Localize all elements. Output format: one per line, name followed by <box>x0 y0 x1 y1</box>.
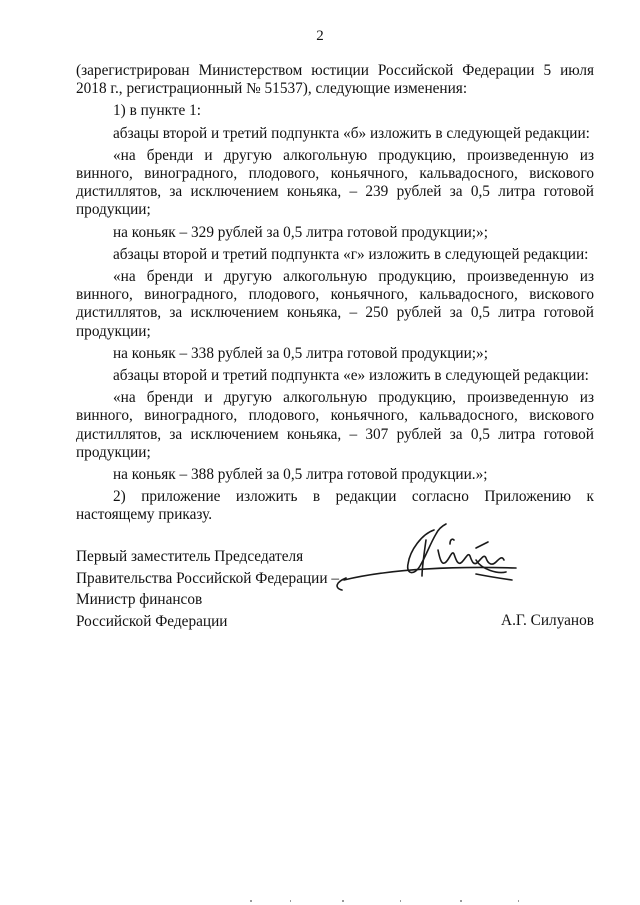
handwritten-signature <box>326 520 526 600</box>
paragraph: абзацы второй и третий подпункта «г» изложить в следующей редакции: <box>113 245 589 263</box>
signatory-title-line: Министр финансов <box>76 591 203 608</box>
page-number: 2 <box>316 28 324 44</box>
signatory-title <box>76 546 339 632</box>
paragraph: на коньяк – 338 рублей за 0,5 литра готовой продукции;»; <box>113 344 488 362</box>
paragraph: 1) в пункте 1: <box>113 102 202 120</box>
paragraph: «на бренди и другую алкогольную продукцию, произведенную из винного, виноградного, плодового, коньячного, кальвадосного, вискового дистиллятов, за исключением коньяка, – 307 рублей за 0,5 литра готовой продукции; <box>76 389 594 461</box>
paragraph: 2) приложение изложить в редакции согласно Приложению к настоящему приказу. <box>76 488 594 524</box>
document-body <box>76 62 594 529</box>
signatory-title-line: Российской Федерации <box>76 612 228 630</box>
paragraph: (зарегистрирован Министерством юстиции Российской Федерации 5 июля 2018 г., регистрационный № 51537), следующие изменения: <box>76 62 594 98</box>
paragraph: на коньяк – 329 рублей за 0,5 литра готовой продукции;»; <box>113 223 488 241</box>
signatory-title-line: Первый заместитель Председателя <box>76 548 304 565</box>
signatory-title-line: Правительства Российской Федерации – <box>76 569 340 587</box>
paragraph: «на бренди и другую алкогольную продукцию, произведенную из винного, виноградного, плодового, коньячного, кальвадосного, вискового дистиллятов, за исключением коньяка, – 250 рублей за 0,5 литра готовой продукции; <box>76 268 594 340</box>
paragraph: «на бренди и другую алкогольную продукцию, произведенную из винного, виноградного, плодового, коньячного, кальвадосного, вискового дистиллятов, за исключением коньяка, – 239 рублей за 0,5 литра готовой продукции; <box>76 146 594 219</box>
paragraph: абзацы второй и третий подпункта «б» изложить в следующей редакции: <box>113 124 590 142</box>
scan-artifact <box>250 899 530 903</box>
signatory-name: А.Г. Силуанов <box>501 612 594 629</box>
paragraph: на коньяк – 388 рублей за 0,5 литра готовой продукции.»; <box>113 466 488 484</box>
paragraph: абзацы второй и третий подпункта «е» изложить в следующей редакции: <box>113 367 589 385</box>
